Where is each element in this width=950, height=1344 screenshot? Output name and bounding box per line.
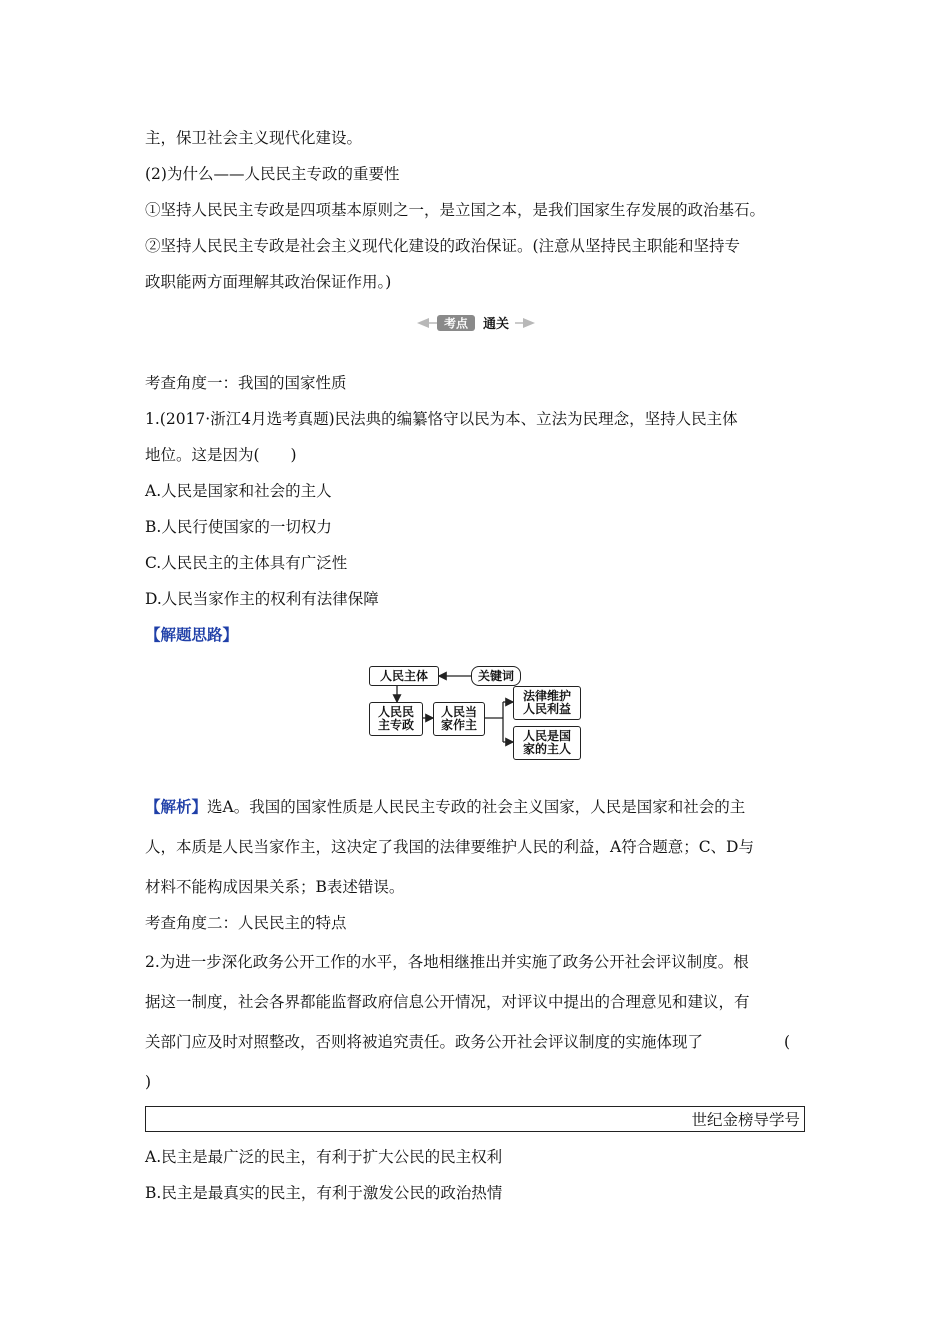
option-d: D.人民当家作主的权利有法律保障 — [145, 590, 379, 608]
analysis-line: 人，本质是人民当家作主，这决定了我国的法律要维护人民的利益，A符合题意；C、D与 — [145, 838, 754, 856]
box-label-line1: 人民是国 — [522, 729, 571, 743]
analysis-line — [145, 796, 745, 818]
answer-paren-close: ) — [145, 1073, 152, 1091]
exam-angle-heading: 考查角度二：人民民主的特点 — [145, 914, 347, 932]
box-dangjia-zuozhu — [433, 702, 485, 736]
box-label-line1: 人民当 — [440, 705, 477, 719]
kaodian-tongguan-banner — [415, 313, 537, 333]
box-falv-weihu — [513, 686, 581, 720]
option-b: B.人民行使国家的一切权力 — [145, 518, 332, 536]
text-line: ①坚持人民民主专政是四项基本原则之一，是立国之本，是我们国家生存发展的政治基石。 — [145, 201, 766, 219]
option-c: C.人民民主的主体具有广泛性 — [145, 554, 348, 572]
box-label-line2: 家作主 — [440, 718, 477, 732]
box-label: 人民主体 — [379, 668, 428, 683]
answer-paren-open: ( — [784, 1033, 791, 1051]
box-guojia-zhuren — [513, 726, 581, 760]
thinking-flow-diagram — [365, 664, 585, 760]
banner-part2: 通关 — [482, 317, 510, 332]
section-heading: (2)为什么——人民民主专政的重要性 — [145, 165, 400, 183]
banner-part1: 考点 — [443, 316, 469, 331]
box-label-line2: 人民利益 — [522, 702, 571, 716]
thinking-label: 【解题思路】 — [145, 625, 239, 644]
question-stem: 1.(2017·浙江4月选考真题)民法典的编纂恪守以民为本、立法为民理念，坚持人民主体 — [145, 410, 738, 428]
text-line: 主，保卫社会主义现代化建设。 — [145, 129, 363, 147]
question-stem: 地位。这是因为( ) — [145, 446, 297, 464]
exam-angle-heading: 考查角度一：我国的国家性质 — [145, 374, 347, 392]
box-renmin-zhuti — [369, 666, 439, 686]
source-label: 世纪金榜导学号 — [691, 1111, 800, 1129]
option-b: B.民主是最真实的民主，有利于激发公民的政治热情 — [145, 1184, 503, 1202]
box-label-line1: 法律维护 — [522, 689, 571, 703]
analysis-label: 【解析】 — [145, 797, 208, 816]
text-line: ②坚持人民民主专政是社会主义现代化建设的政治保证。(注意从坚持民主职能和坚持专 — [145, 237, 741, 255]
question-stem: 据这一制度，社会各界都能监督政府信息公开情况，对评议中提出的合理意见和建议，有 — [145, 993, 750, 1011]
box-label-line2: 家的主人 — [522, 742, 571, 756]
analysis-text: 选A。我国的国家性质是人民民主专政的社会主义国家，人民是国家和社会的主 — [207, 798, 746, 816]
box-label-line2: 主专政 — [377, 718, 414, 732]
analysis-line: 材料不能构成因果关系；B表述错误。 — [145, 878, 405, 896]
source-box — [145, 1106, 805, 1132]
box-label: 关键词 — [477, 668, 514, 683]
question-stem: 2.为进一步深化政务公开工作的水平，各地相继推出并实施了政务公开社会评议制度。根 — [145, 953, 749, 971]
text-line: 政职能两方面理解其政治保证作用。) — [145, 273, 392, 291]
box-keyword — [471, 666, 521, 686]
option-a: A.人民是国家和社会的主人 — [145, 482, 332, 500]
box-label-line1: 人民民 — [377, 705, 414, 719]
question-stem: 关部门应及时对照整改，否则将被追究责任。政务公开社会评议制度的实施体现了 — [145, 1033, 704, 1051]
option-a: A.民主是最广泛的民主，有利于扩大公民的民主权利 — [145, 1148, 503, 1166]
box-renmin-minzhu-zhuanzheng — [369, 702, 423, 736]
